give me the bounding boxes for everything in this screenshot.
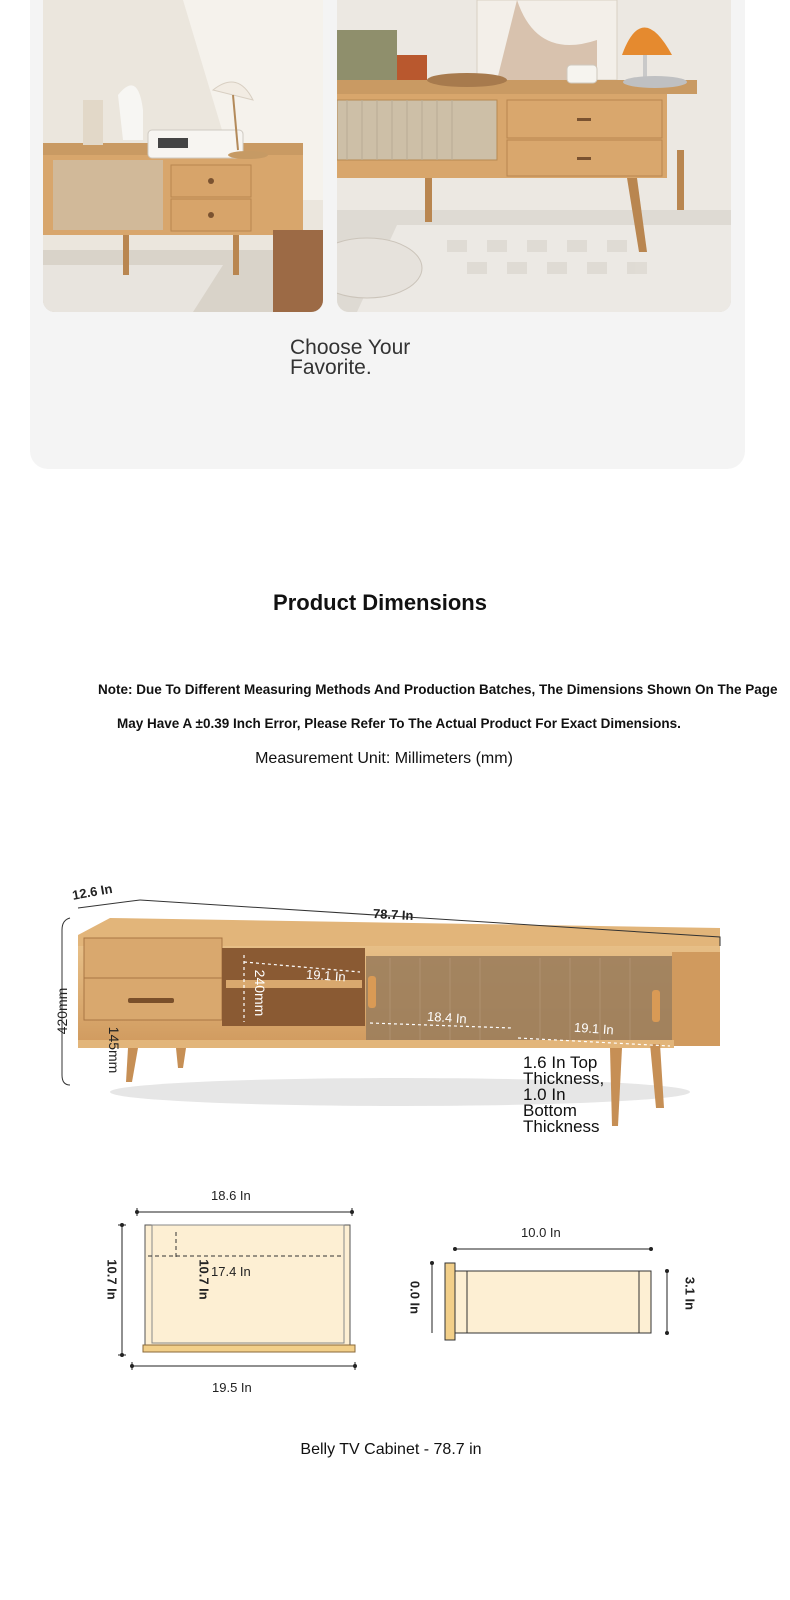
main-depth-label: 12.6 In: [71, 880, 114, 903]
cabinet-glass-door-left: [366, 956, 516, 1042]
product-photo-tv-cabinet[interactable]: [337, 0, 731, 312]
main-height-label: 420mm: [54, 987, 70, 1035]
favorite-title-line2: Favorite.: [290, 356, 372, 379]
main-width-label: 78.7 In: [372, 905, 414, 924]
thickness-line3: 1.0 In: [523, 1085, 566, 1104]
main-leg-height-label: 145mm: [106, 1026, 122, 1074]
product-caption: Belly TV Cabinet - 78.7 in: [300, 1441, 482, 1458]
main-right-width-label: 19.1 In: [573, 1019, 615, 1038]
favorite-title-line1: Choose Your: [290, 336, 411, 359]
cabinet-dimension-diagram: [0, 860, 790, 1150]
thickness-line5: Thickness: [523, 1117, 600, 1136]
photo-tv-cabinet-illustration: [337, 0, 731, 312]
drawer-inner-width-label: 17.4 In: [211, 1264, 251, 1279]
drawer-inner-height-label: 10.7 In: [196, 1259, 212, 1300]
side-front-thickness-label: 0.0 In: [407, 1280, 423, 1315]
drawer-top-width-label: 18.6 In: [211, 1188, 251, 1203]
photo-small-cabinet-illustration: [43, 0, 323, 312]
main-glass-width-label: 18.4 In: [426, 1008, 468, 1027]
dimensions-heading: Product Dimensions: [273, 590, 487, 615]
main-open-width-label: 19.1 In: [305, 966, 347, 985]
drawer-outer-height-label: 10.7 In: [104, 1259, 120, 1300]
dimensions-note-line2: May Have A ±0.39 Inch Error, Please Refer To The Actual Product For Exact Dimensions.: [117, 716, 681, 731]
favorite-title: [290, 338, 410, 378]
thickness-line4: Bottom: [523, 1101, 577, 1120]
main-thickness-label: [523, 1055, 604, 1135]
main-shelf-height-label: 240mm: [252, 969, 268, 1017]
thickness-line1: 1.6 In Top: [523, 1053, 598, 1072]
side-height-label: 3.1 In: [682, 1276, 698, 1311]
product-photo-small-cabinet[interactable]: [43, 0, 323, 312]
cabinet-drawer-top: [84, 938, 222, 978]
dimensions-note-line1: Note: Due To Different Measuring Methods And Production Batches, The Dimensions Shown On The Page: [98, 682, 778, 697]
thickness-line2: Thickness,: [523, 1069, 605, 1088]
measurement-unit: Measurement Unit: Millimeters (mm): [255, 750, 513, 767]
drawer-bottom-width-label: 19.5 In: [212, 1380, 252, 1395]
side-width-label: 10.0 In: [521, 1225, 561, 1240]
